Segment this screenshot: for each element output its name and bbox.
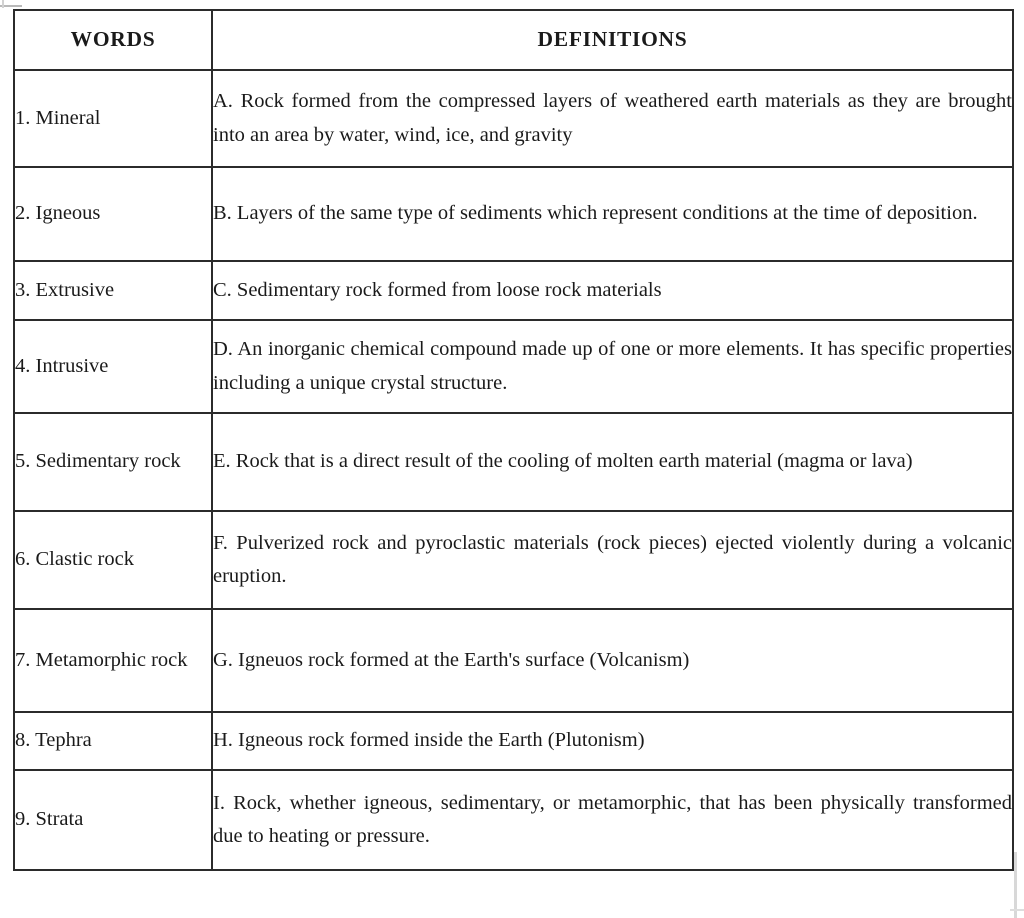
table-header-row (14, 10, 1013, 70)
word-label: 2. Igneous (15, 202, 101, 225)
definition-cell (212, 320, 1013, 413)
column-header-words (14, 10, 212, 70)
table-row (14, 320, 1013, 413)
word-cell (14, 320, 212, 413)
word-cell (14, 712, 212, 770)
word-cell (14, 609, 212, 712)
word-label: 5. Sedimentary rock (15, 450, 181, 473)
table-row (14, 167, 1013, 261)
table-header (14, 10, 1013, 70)
definition-cell (212, 167, 1013, 261)
definition-cell (212, 261, 1013, 320)
word-cell (14, 167, 212, 261)
table-row (14, 70, 1013, 167)
column-header-definitions (212, 10, 1013, 70)
definition-cell (212, 70, 1013, 167)
definition-cell (212, 712, 1013, 770)
column-header-definitions-label: DEFINITIONS (537, 27, 688, 52)
word-label: 9. Strata (15, 808, 84, 831)
definition-cell (212, 413, 1013, 511)
word-label: 7. Metamorphic rock (15, 648, 188, 671)
definition-label: F. Pulverized rock and pyroclastic materials (rock pieces) ejected violently during a volcanic eruption. (213, 531, 1012, 587)
word-label: 6. Clastic rock (15, 548, 134, 571)
table-row (14, 511, 1013, 609)
document-sheet (13, 9, 1012, 871)
words-definitions-table (13, 9, 1014, 871)
definition-cell (212, 770, 1013, 870)
word-label: 1. Mineral (15, 106, 101, 129)
definition-cell (212, 609, 1013, 712)
column-header-words-label: WORDS (70, 27, 156, 52)
word-cell (14, 413, 212, 511)
definition-label: B. Layers of the same type of sediments which represent conditions at the time of deposition. (213, 202, 978, 225)
definition-label: G. Igneuos rock formed at the Earth's surface (Volcanism) (213, 648, 690, 671)
scan-artifact-top-left-vertical (2, 0, 4, 8)
definition-label: C. Sedimentary rock formed from loose rock materials (213, 278, 662, 301)
table-row (14, 770, 1013, 870)
table-row (14, 413, 1013, 511)
definition-label: E. Rock that is a direct result of the cooling of molten earth material (magma or lava) (213, 450, 913, 473)
scan-artifact-bottom-right-horizontal (1010, 909, 1024, 911)
word-cell (14, 70, 212, 167)
definition-label: A. Rock formed from the compressed layers of weathered earth materials as they are brought into an area by water, wind, ice, and gravity (213, 90, 1012, 146)
definition-label: I. Rock, whether igneous, sedimentary, or metamorphic, that has been physically transformed due to heating or pressure. (213, 791, 1012, 847)
table-row (14, 712, 1013, 770)
definition-label: H. Igneous rock formed inside the Earth (Plutonism) (213, 729, 645, 752)
word-cell (14, 261, 212, 320)
word-label: 3. Extrusive (15, 278, 115, 301)
definition-label: D. An inorganic chemical compound made up of one or more elements. It has specific properties including a unique crystal structure. (213, 338, 1012, 394)
word-cell (14, 511, 212, 609)
definition-cell (212, 511, 1013, 609)
word-cell (14, 770, 212, 870)
word-label: 8. Tephra (15, 729, 92, 752)
table-row (14, 261, 1013, 320)
table-row (14, 609, 1013, 712)
word-label: 4. Intrusive (15, 354, 109, 377)
table-body (14, 70, 1013, 870)
